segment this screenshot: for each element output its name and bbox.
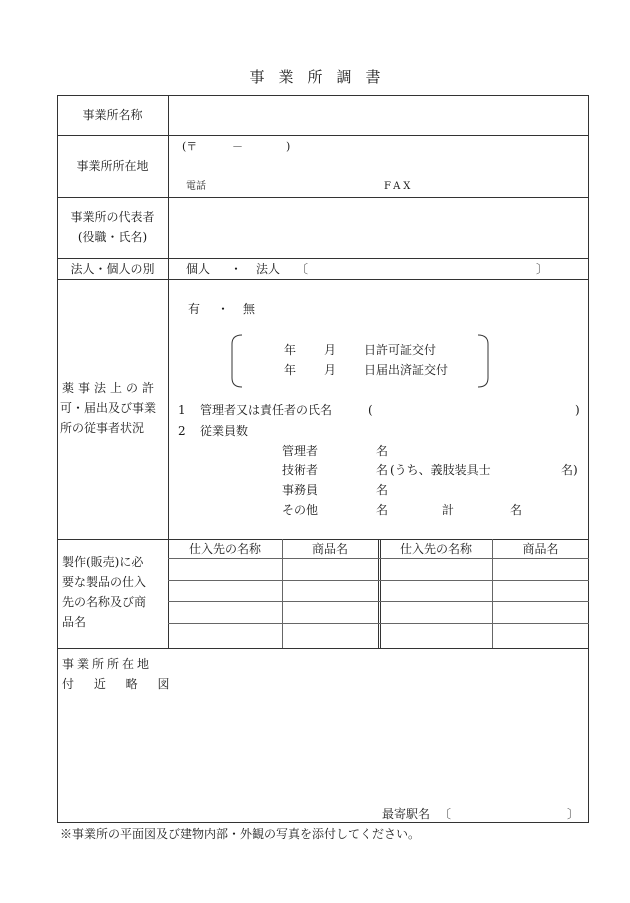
postal-dash: － (232, 140, 243, 153)
station-field[interactable] (454, 804, 564, 822)
staff-role-technician: 技術者 (282, 463, 319, 477)
manager-name-field[interactable] (380, 400, 570, 418)
row-divider (57, 539, 589, 540)
yes-no-separator: ・ (217, 302, 230, 316)
staff-unit-manager: 名 (376, 444, 389, 458)
header-supplier-name-2: 仕入先の名称 (399, 542, 472, 556)
station-close: 〕 (567, 807, 580, 821)
office-name-label: 事業所名称 (82, 108, 143, 122)
document-title: 事業所調書 (249, 68, 395, 86)
staff-unit-technician: 名 (376, 463, 389, 477)
phone-label: 電話 (186, 181, 206, 192)
office-name-field[interactable] (170, 97, 587, 134)
option-yes[interactable]: 有 (188, 302, 201, 316)
supplier-col-divider (378, 539, 379, 648)
supplier-row-line (168, 601, 589, 602)
permit-text: 日許可証交付 (364, 343, 437, 357)
license-label-line2: 可・届出及び事業 (60, 401, 157, 415)
total-unit: 名 (510, 503, 523, 517)
item1-number: 1 (178, 403, 186, 417)
right-paren-bracket (474, 334, 494, 388)
fax-label: FAX (384, 181, 414, 192)
notice-month: 月 (324, 363, 337, 377)
entity-type-label: 法人・個人の別 (70, 262, 155, 276)
item2-text: 従業員数 (200, 424, 249, 438)
item1-open: ( (368, 403, 373, 417)
permit-year: 年 (284, 343, 297, 357)
address-label: 事業所所在地 (76, 159, 149, 173)
supplier-row-line (168, 558, 589, 559)
postal-open: (〒 (182, 140, 198, 153)
license-label-line3: 所の従事者状況 (60, 421, 145, 435)
option-no[interactable]: 無 (243, 302, 256, 316)
total-label: 計 (442, 503, 455, 517)
station-open: 〔 (439, 807, 452, 821)
option-corporation[interactable]: 法人 (256, 262, 281, 276)
license-label-line1: 薬事法上の許 (62, 381, 159, 395)
permit-month: 月 (324, 343, 337, 357)
header-supplier-name-1: 仕入先の名称 (188, 542, 261, 556)
corporation-type-field[interactable] (310, 260, 534, 278)
suppliers-label-line3: 先の名称及び商 (62, 595, 147, 609)
representative-label-line2: (役職・氏名) (77, 230, 148, 244)
staff-role-other: その他 (282, 503, 319, 517)
row-divider (57, 258, 589, 259)
suppliers-label-line4: 品名 (62, 615, 87, 629)
suppliers-label-line1: 製作(販売)に必 (62, 555, 144, 569)
row-divider (57, 197, 589, 198)
suppliers-label-line2: 要な製品の仕入 (62, 575, 147, 589)
staff-role-clerk: 事務員 (282, 483, 319, 497)
staff-unit-other: 名 (376, 503, 389, 517)
entity-separator: ・ (230, 262, 243, 276)
prosthetist-note: (うち、義肢装具士 (390, 463, 491, 477)
notice-year: 年 (284, 363, 297, 377)
item1-text: 管理者又は責任者の氏名 (200, 403, 333, 417)
postal-close: ) (286, 140, 291, 153)
row-divider (57, 648, 589, 649)
label-column-divider (168, 95, 169, 648)
notice-text: 日届出済証交付 (364, 363, 449, 377)
row-divider (57, 279, 589, 280)
staff-role-manager: 管理者 (282, 444, 319, 458)
supplier-row-line (168, 580, 589, 581)
prosthetist-unit: 名) (561, 463, 578, 477)
map-label-line2: 付 近 略 図 (62, 677, 170, 691)
map-area[interactable] (170, 650, 587, 800)
header-product-name-2: 商品名 (522, 542, 559, 556)
item1-close: ) (575, 403, 580, 417)
header-product-name-1: 商品名 (311, 542, 348, 556)
map-label-line1: 事業所所在地 (62, 657, 153, 671)
station-label: 最寄駅名 (382, 807, 431, 821)
bracket-open: 〔 (296, 262, 309, 276)
representative-field[interactable] (170, 199, 587, 257)
left-paren-bracket (226, 334, 246, 388)
footnote: ※事業所の平面図及び建物内部・外観の写真を添付してください。 (60, 827, 421, 841)
staff-unit-clerk: 名 (376, 483, 389, 497)
supplier-row-line (168, 623, 589, 624)
row-divider (57, 135, 589, 136)
item2-number: 2 (178, 424, 186, 438)
bracket-close: 〕 (536, 262, 549, 276)
representative-label-line1: 事業所の代表者 (70, 210, 155, 224)
option-individual[interactable]: 個人 (186, 262, 211, 276)
